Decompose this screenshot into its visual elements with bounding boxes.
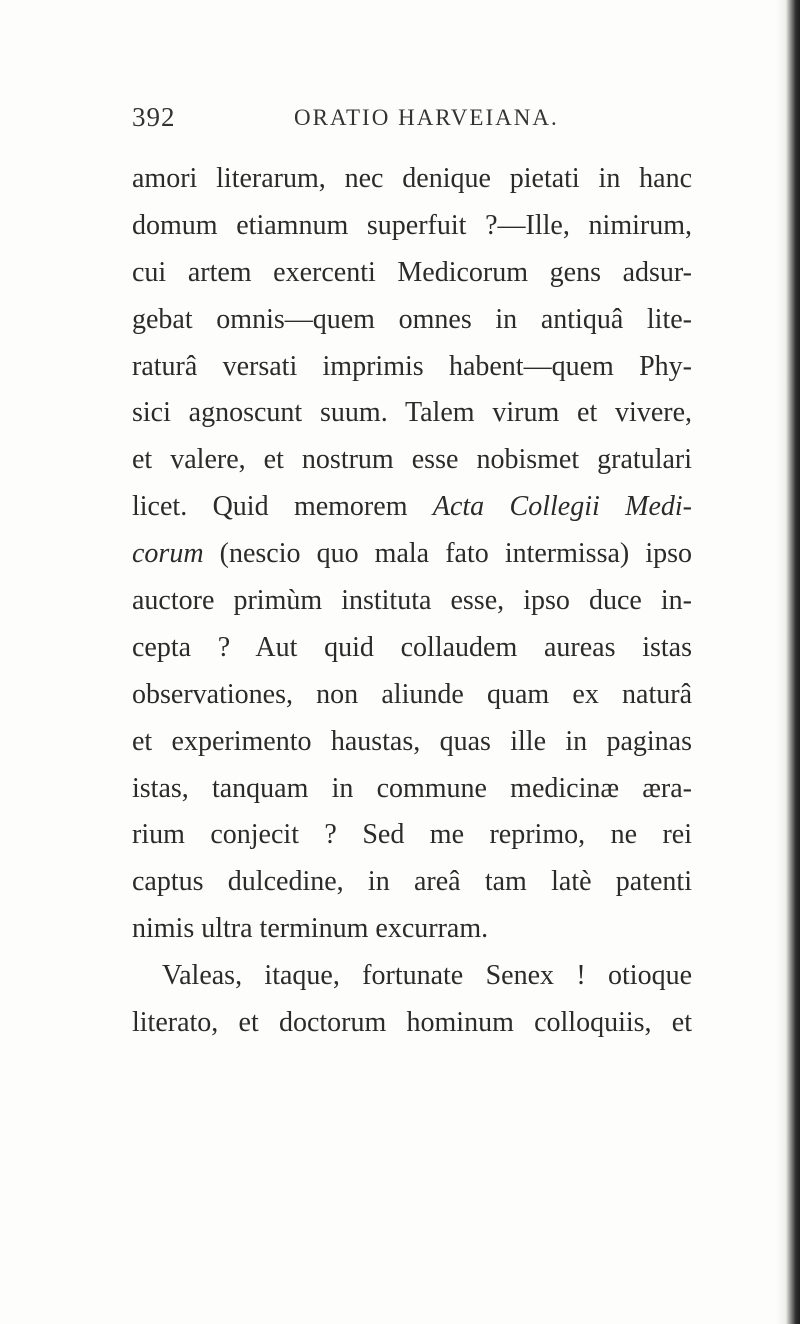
- text-line: et valere, et nostrum esse nobismet gratulari: [132, 444, 692, 476]
- text-line: istas, tanquam in commune medicinæ æra-: [132, 772, 692, 804]
- running-head: [132, 102, 692, 136]
- text-segment: (nescio quo mala fato intermissa) ipso: [203, 538, 692, 570]
- text-line: cui artem exercenti Medicorum gens adsur-: [132, 256, 692, 288]
- text-line: captus dulcedine, in areâ tam latè patenti: [132, 866, 692, 898]
- text-line: nimis ultra terminum excurram.: [132, 913, 489, 945]
- text-line: auctore primùm instituta esse, ipso duce in-: [132, 585, 692, 617]
- text-line: [132, 531, 692, 578]
- text-line: sici agnoscunt suum. Talem virum et vivere,: [132, 397, 692, 429]
- italic-title-segment: corum: [132, 538, 204, 570]
- text-line: Valeas, itaque, fortunate Senex ! otioque: [162, 960, 692, 992]
- text-segment: licet. Quid memorem: [132, 491, 433, 523]
- running-title: ORATIO HARVEIANA.: [294, 105, 559, 130]
- text-line: amori literarum, nec denique pietati in hanc: [132, 163, 692, 194]
- text-line: literato, et doctorum hominum colloquiis, et: [132, 1007, 692, 1039]
- text-line: observationes, non aliunde quam ex naturâ: [132, 678, 692, 710]
- text-line: et experimento haustas, quas ille in paginas: [132, 725, 692, 757]
- text-line: gebat omnis—quem omnes in antiquâ lite-: [132, 303, 692, 335]
- text-line: cepta ? Aut quid collaudem aureas istas: [132, 631, 692, 663]
- text-line: rium conjecit ? Sed me reprimo, ne rei: [132, 819, 692, 851]
- text-line: raturâ versati imprimis habent—quem Phy-: [132, 350, 692, 382]
- text-line: domum etiamnum superfuit ?—Ille, nimirum,: [132, 209, 692, 241]
- body-text: [132, 156, 692, 1047]
- italic-title-segment: Acta Collegii Medi-: [432, 491, 693, 523]
- binding-shadow: [776, 0, 786, 1324]
- text-line: [132, 484, 692, 531]
- page-number: 392: [132, 102, 176, 132]
- binding-edge: [786, 0, 800, 1324]
